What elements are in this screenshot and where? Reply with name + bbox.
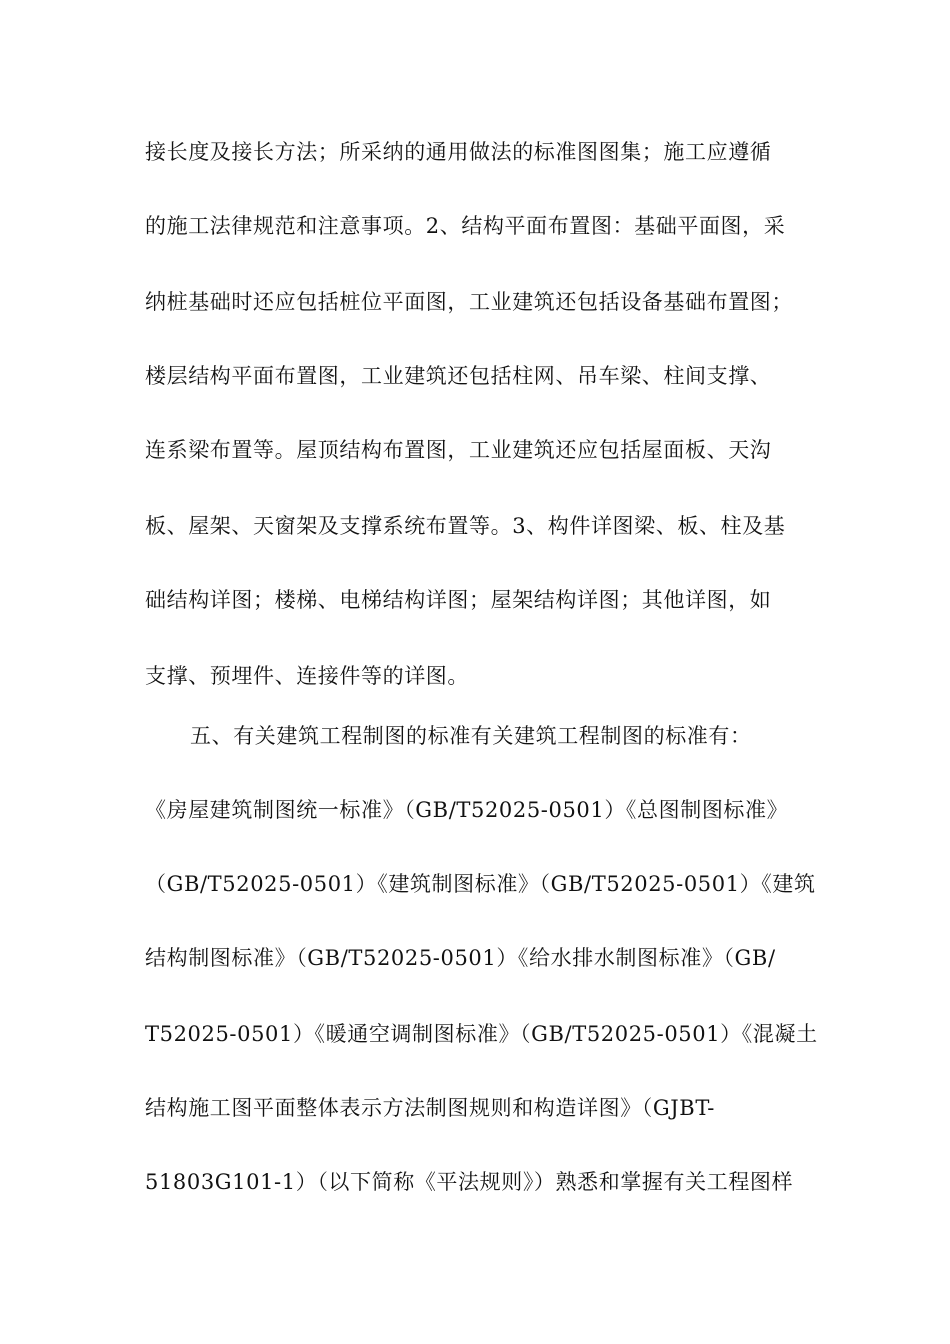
- text-line-7: 础结构详图；楼梯、电梯结构详图；屋架结构详图；其他详图，如: [145, 588, 772, 612]
- text-line-8: 支撑、预埋件、连接件等的详图。: [145, 664, 469, 688]
- text-line-13: T52025-0501）《暖通空调制图标准》（GB/T52025-0501）《混凝土: [145, 1022, 818, 1046]
- text-line-11: （GB/T52025-0501）《建筑制图标准》（GB/T52025-0501）《建筑: [145, 872, 816, 896]
- text-line-3: 纳桩基础时还应包括桩位平面图，工业建筑还包括设备基础布置图；: [145, 290, 793, 314]
- text-line-15: 51803G101-1）（以下简称《平法规则》）熟悉和掌握有关工程图样: [145, 1170, 794, 1194]
- text-line-6: 板、屋架、天窗架及支撑系统布置等。3、构件详图梁、板、柱及基: [145, 514, 786, 538]
- text-line-1: 接长度及接长方法；所采纳的通用做法的标准图图集；施工应遵循: [145, 140, 772, 164]
- section-heading-line: 五、有关建筑工程制图的标准有关建筑工程制图的标准有：: [190, 724, 752, 748]
- text-line-5: 连系梁布置等。屋顶结构布置图，工业建筑还应包括屋面板、天沟: [145, 438, 772, 462]
- text-line-2: 的施工法律规范和注意事项。2、结构平面布置图：基础平面图，采: [145, 214, 786, 238]
- text-line-10: 《房屋建筑制图统一标准》（GB/T52025-0501）《总图制图标准》: [145, 798, 789, 822]
- text-line-12: 结构制图标准》（GB/T52025-0501）《给水排水制图标准》（GB/: [145, 946, 776, 970]
- text-line-4: 楼层结构平面布置图，工业建筑还包括柱网、吊车梁、柱间支撑、: [145, 364, 772, 388]
- text-line-14: 结构施工图平面整体表示方法制图规则和构造详图》（GJBT-: [145, 1096, 715, 1120]
